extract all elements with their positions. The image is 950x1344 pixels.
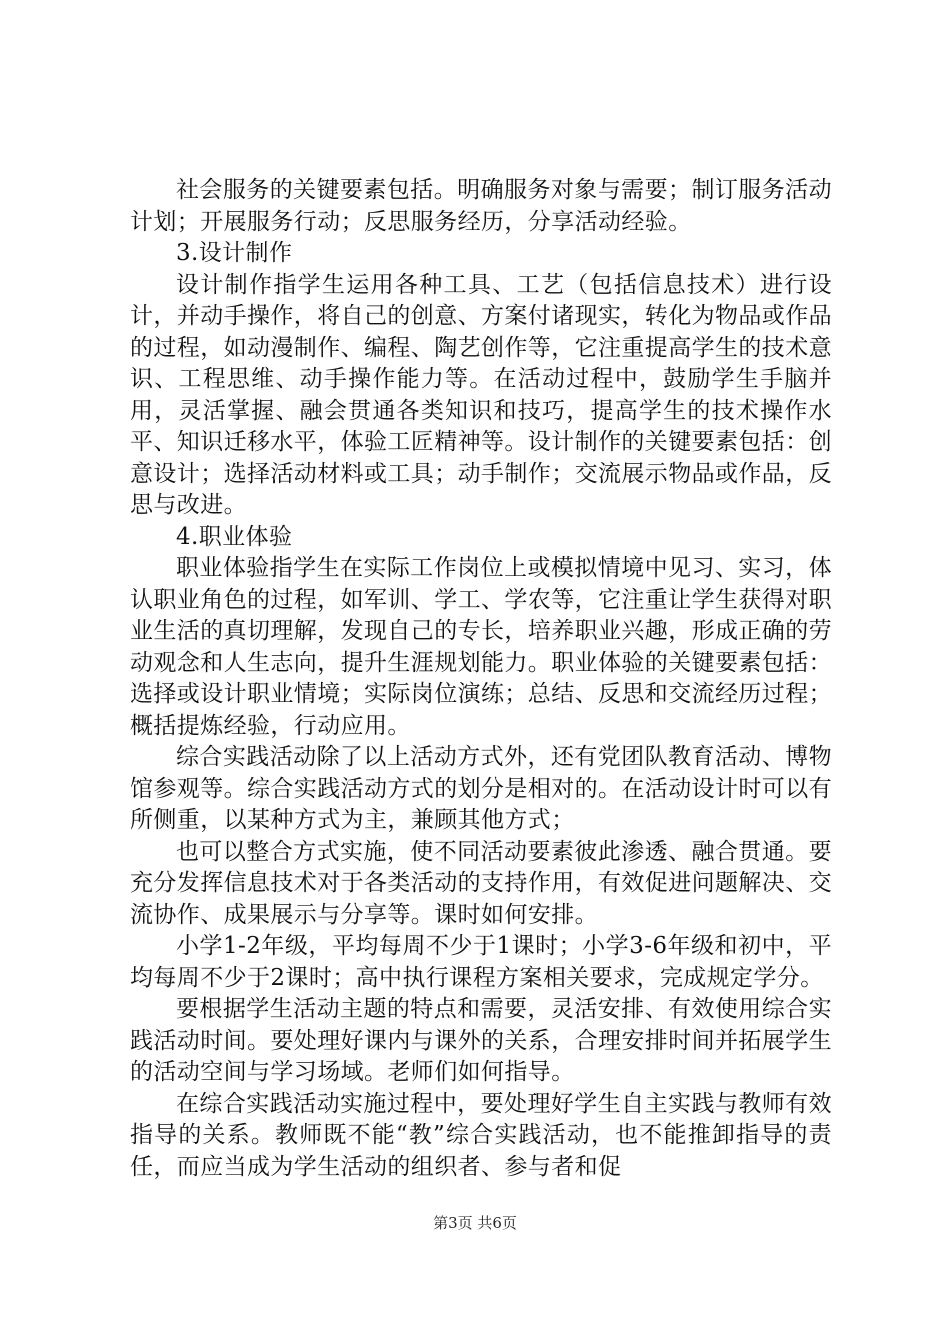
section-heading-career: 4.职业体验 (176, 523, 293, 550)
paragraph-social-service: 社会服务的关键要素包括。明确服务对象与需要；制订服务活动计划；开展服务行动；反思服务经历，分享活动经验。 (130, 177, 832, 235)
document-body (130, 175, 832, 1183)
paragraph-class-hours: 小学1-2年级，平均每周不少于1课时；小学3-6年级和初中，平均每周不少于2课时；高中执行课程方案相关要求，完成规定学分。 (130, 933, 832, 991)
paragraph-time-arrangement: 要根据学生活动主题的特点和需要，灵活安排、有效使用综合实践活动时间。要处理好课内与课外的关系，合理安排时间并拓展学生的活动空间与学习场域。老师们如何指导。 (130, 996, 832, 1085)
paragraph-teacher-guidance: 在综合实践活动实施过程中，要处理好学生自主实践与教师有效指导的关系。教师既不能“教”综合实践活动，也不能推卸指导的责任，而应当成为学生活动的组织者、参与者和促 (130, 1090, 832, 1180)
page-footer: 第3页 共6页 (433, 1214, 517, 1232)
paragraph-design-making: 设计制作指学生运用各种工具、工艺（包括信息技术）进行设计，并动手操作，将自己的创意、方案付诸现实，转化为物品或作品的过程，如动漫制作、编程、陶艺创作等，它注重提高学生的技术意识、工程思维、动手操作能力等。在活动过程中，鼓励学生手脑并用，灵活掌握、融会贯通各类知识和技巧，提高学生的技术操作水平、知识迁移水平，体验工匠精神等。设计制作的关键要素包括：创意设计；选择活动材料或工具；动手制作；交流展示物品或作品，反思与改进。 (130, 271, 832, 518)
paragraph-other-activities: 综合实践活动除了以上活动方式外，还有党团队教育活动、博物馆参观等。综合实践活动方式的划分是相对的。在活动设计时可以有所侧重，以某种方式为主，兼顾其他方式； (130, 744, 832, 833)
paragraph-career-experience: 职业体验指学生在实际工作岗位上或模拟情境中见习、实习，体认职业角色的过程，如军训、学工、学农等，它注重让学生获得对职业生活的真切理解，发现自己的专长，培养职业兴趣，形成正确的劳动观念和人生志向，提升生涯规划能力。职业体验的关键要素包括：选择或设计职业情境；实际岗位演练；总结、反思和交流经历过程；概括提炼经验，行动应用。 (130, 555, 832, 739)
paragraph-integration: 也可以整合方式实施，使不同活动要素彼此渗透、融合贯通。要充分发挥信息技术对于各类活动的支持作用，有效促进问题解决、交流协作、成果展示与分享等。课时如何安排。 (130, 838, 832, 928)
section-heading-design: 3.设计制作 (176, 240, 293, 266)
